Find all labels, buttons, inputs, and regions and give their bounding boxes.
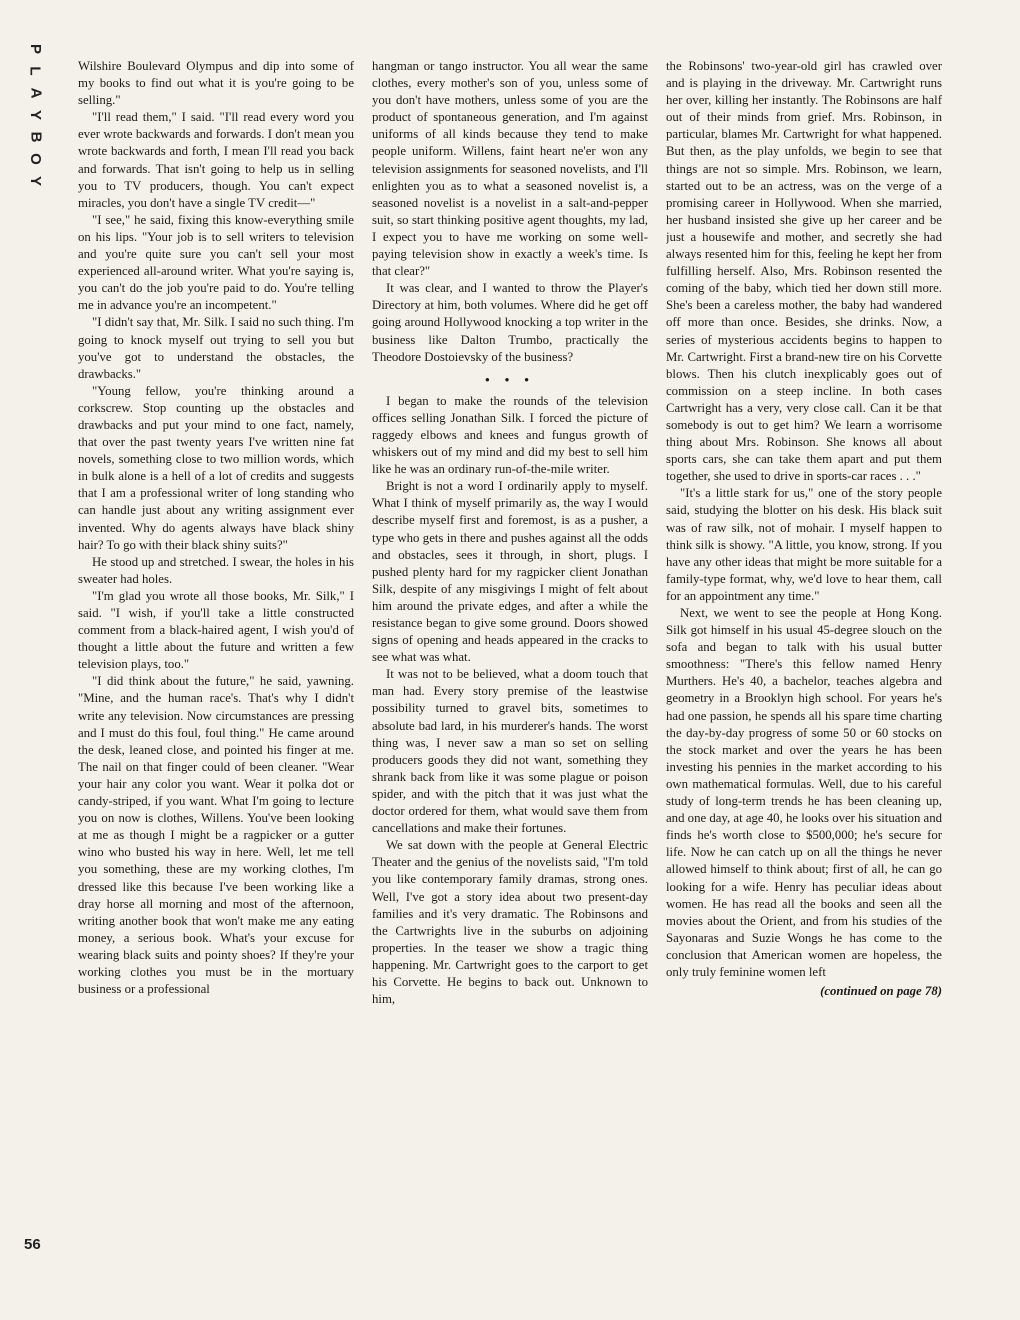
- sidebar-letter: L: [26, 66, 44, 76]
- paragraph: "It's a little stark for us," one of the story people said, studying the blotter on his desk. His black suit was of raw silk, not of mohair. I myself happen to think silk is showy. "A little, you know, strong. If you have any other ideas that might be more suitable for a family-type format, why, we'd love to hear them, call for an appointment any time.": [666, 486, 942, 603]
- magazine-name-vertical: [22, 38, 48, 192]
- continued-note: (continued on page 78): [820, 984, 942, 999]
- page-number: 56: [24, 1236, 41, 1253]
- sidebar-letter: B: [27, 131, 44, 143]
- paragraph: It was clear, and I wanted to throw the Player's Directory at him, both volumes. Where did he get off going around Hollywood knocking a top writer in the business like Dalton Trumbo, practically the Theodore Dostoievsky of the business?: [372, 281, 648, 364]
- paragraph: "I didn't say that, Mr. Silk. I said no such thing. I'm going to knock myself out trying to sell you but you've got to understand the obstacles, the drawbacks.": [78, 315, 354, 381]
- paragraph: "I see," he said, fixing this know-everything smile on his lips. "Your job is to sell writers to television and you're quite sure you can't sell your most experienced all-around writer. What you're saying is, you can't do the job you're paid to do. You're telling me in advance you're an incompetent.": [78, 212, 354, 313]
- paragraph: the Robinsons' two-year-old girl has crawled over and is playing in the driveway. Mr. Cartwright runs her over, killing her instantly. The Robinsons are half out of their minds from grief. Mrs. Robinson, in particular, blames Mr. Cartwright for what happened. But then, as the play unfolds, we begin to see that things are not so simple. Mrs. Robinson, we learn, started out to be an actress, was on the verge of a promising career in Hollywood. When she married, her husband insisted she give up her career and be just a housewife and mother, and secretly she had always resented him for this, feeling he kept her from fulfilling herself. Also, Mrs. Robinson resented the coming of the baby, which tied her down still more. She's been a careless mother, the baby had wandered off more than once. Besides, she drinks. Now, a series of mysterious accidents begins to happen to Mr. Cartwright. First a brand-new tire on his Corvette blows. Then his clutch inexplicably goes out of commission on a steep incline. In both cases Cartwright has a very, very close call. Can it be that somebody is out to get him? We learn a worrisome thing about Mrs. Robinson. She knows all about sports cars, she can take them apart and put them together, she used to drive in sports-car races . . .": [666, 59, 942, 484]
- paragraph: "I did think about the future," he said, yawning. "Mine, and the human race's. That's why I didn't write any television. Now circumstances are pressing and I must do this foul, foul thing." He came around the desk, leaned close, and pointed his finger at me. The nail on that finger could of been cleaner. "Wear your hair any color you want. Wear it polka dot or candy-striped, if you want. What I'm going to lecture you on now is clothes, Willens. You've been looking at me as though I might be a ragpicker or a gutter wino who busted his way in here. Well, let me tell you something, these are my working clothes, I'm dressed like this because I've been working like a dray horse all morning and most of the afternoon, writing another book that won't make me any eating money, a serious book. What's your excuse for wearing black suits and pointy shoes? If they're your working clothes you must be in the mortuary business or a professional: [78, 674, 354, 997]
- paragraph: Next, we went to see the people at Hong Kong. Silk got himself in his usual 45-degree slouch on the sofa and began to talk with his usual butter smoothness: "There's this fellow named Henry Murthers. He's 40, a bachelor, teaches algebra and geometry in a Brooklyn high school. For years he's had one passion, he spends all his spare time charting the day-by-day progress of some 50 or 60 stocks on the stock market and over the years he has been investing his pennies in the market according to his own mathematical formulas. Well, due to his careful study of long-term trends he has been cleaning up, and one day, at age 40, he looks over his situation and finds he's worth close to $500,000; he's secure for life. Now he can catch up on all the things he never allowed himself to think about; first of all, he can go looking for a wife. Henry has peculiar ideas about women. He has read all the books and seen all the movies about the Orient, and from his studies of the Sayonaras and Suzie Wongs he has come to the conclusion that American women are hopeless, the only truly feminine women left: [666, 606, 942, 979]
- text-column-1: [78, 58, 354, 1260]
- paragraph: It was not to be believed, what a doom touch that man had. Every story premise of the leastwise possibility turned to gravel bits, sometimes to absolute bad lard, in his murderer's hands. The worst thing was, I never saw a man so set on selling producers goods they did not want, something they shrank back from like it was some plague or poison spider, and with the pitch that it was just what the doctor ordered for them, what would save them from cancellations and make their fortunes.: [372, 667, 648, 836]
- article-body: [78, 58, 942, 1260]
- paragraph: "I'll read them," I said. "I'll read every word you ever wrote backwards and forwards. I don't mean you wrote backwards and forth, I mean I'll read you back and forwards. That isn't going to help us in selling you to TV producers, though. You can't expect miracles, you don't have a single TV credit—": [78, 110, 354, 210]
- paragraph: hangman or tango instructor. You all wear the same clothes, every mother's son of you, unless some of you don't have mothers, unless some of you are the product of spontaneous generation, and I'm against uniforms of all kinds because they tend to make people uniform. Willens, faint heart ne'er won any television assignments for seasoned novelists, and I'll enlighten you as to what a seasoned novelist is, a seasoned novelist is a novelist in a salt-and-pepper suit, so start thinking positive agent thoughts, my lad, I expect you to have me working on some well-paying television show in exactly a week's time. Is that clear?": [372, 59, 648, 279]
- paragraph: I began to make the rounds of the television offices selling Jonathan Silk. I forced the picture of raggedy elbows and knees and fungus growth of whiskers out of my mind and did my best to sell him like he was an ordinary run-of-the-mile writer.: [372, 393, 648, 477]
- sidebar-letter: Y: [26, 109, 44, 121]
- paragraph: Wilshire Boulevard Olympus and dip into some of my books to find out what it is you're going to be selling.": [78, 59, 354, 108]
- sidebar-letter: O: [26, 153, 44, 165]
- sidebar-letter: P: [26, 43, 44, 55]
- text-column-2: [372, 58, 648, 1260]
- section-break: • • •: [485, 372, 535, 387]
- text-column-3: [666, 58, 942, 1260]
- paragraph: "Young fellow, you're thinking around a corkscrew. Stop counting up the obstacles and drawbacks and put your mind to one fact, namely, that over the past twenty years I've written nine fat novels, something close to two million words, which in bulk alone is a hell of a lot of credits and suggests that I am a professional writer of long standing who can handle just about any writing assignment ever invented. Why do agents always have black shiny hair? To go with their black shiny suits?": [78, 383, 354, 552]
- sidebar-letter: A: [27, 87, 44, 99]
- paragraph: Bright is not a word I ordinarily apply to myself. What I think of myself primarily as, the way I would describe myself first and foremost, is as a pusher, a type who gets in there and pushes against all the odds and obstacles, sees it through, in short, plugs. I pushed plenty hard for my ragpicker client Jonathan Silk, despite of any misgivings I might of felt about him around the private edges, and after a while the resistance began to give some ground. Doors showed signs of opening and heads appeared in the cracks to see what was what.: [372, 479, 648, 665]
- paragraph: We sat down with the people at General Electric Theater and the genius of the novelists said, "I'm told you like contemporary family dramas, strong ones. Well, I've got a story idea about two present-day families and it's very dramatic. The Robinsons and the Cartwrights live in the suburbs on adjoining properties. In the teaser we show a tragic thing happening. Mr. Cartwright goes to the carport to get his Corvette. He begins to back out. Unknown to him,: [372, 838, 648, 1007]
- paragraph: He stood up and stretched. I swear, the holes in his sweater had holes.: [78, 554, 354, 586]
- sidebar-letter: Y: [26, 175, 44, 187]
- paragraph: "I'm glad you wrote all those books, Mr. Silk," I said. "I wish, if you'll take a little constructed comment from a black-haired agent, I wish you'd of thought a little about the future and written a few television plays, too.": [78, 588, 354, 672]
